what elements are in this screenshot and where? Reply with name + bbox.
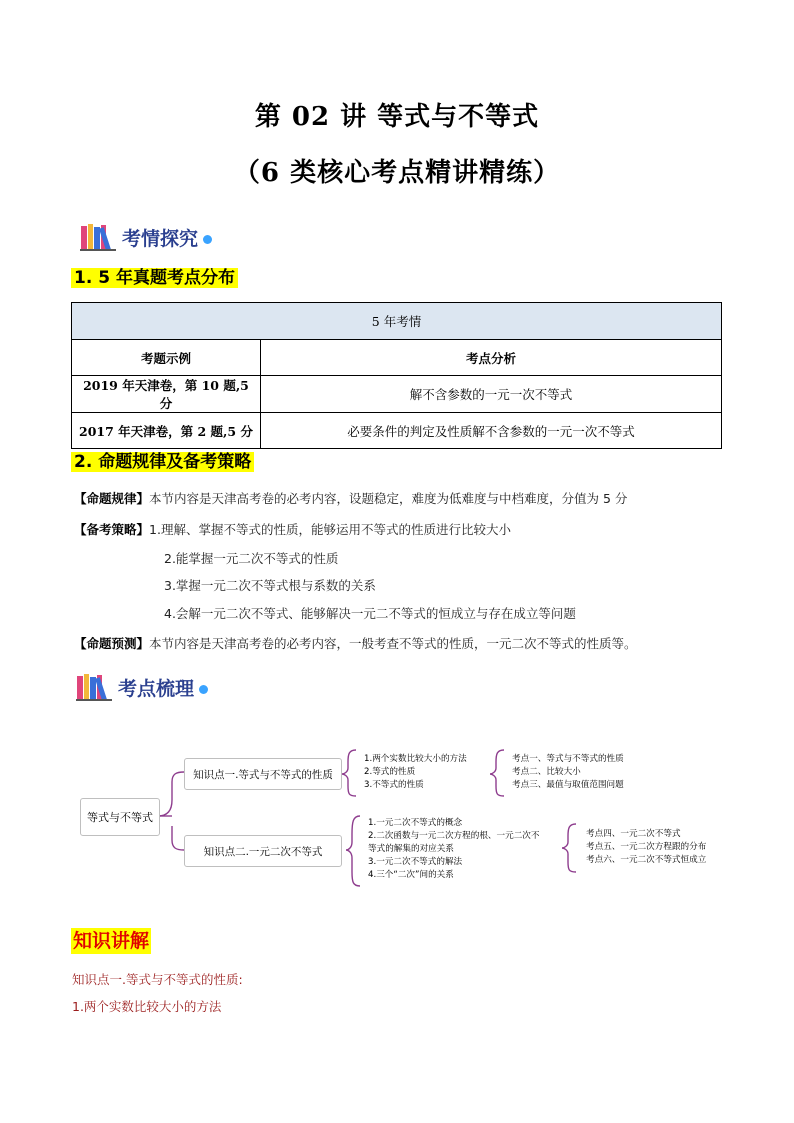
knowledge-heading: 知识讲解 (73, 930, 150, 952)
mindmap-item: 3.一元二次不等式的解法 (368, 857, 463, 867)
banner-dot (199, 685, 208, 694)
strategy-item: 1.理解、掌握不等式的性质，能够运用不等式的性质进行比较大小 (149, 522, 511, 537)
forecast-text: 本节内容是天津高考卷的必考内容，一般考查不等式的性质，一元二次不等式的性质等。 (149, 636, 637, 651)
table-header-row (72, 340, 722, 376)
strategy-tag: 【备考策略】 (74, 522, 150, 537)
mindmap-point: 考点二、比较大小 (512, 767, 581, 777)
mindmap-branch-1: 知识点一.等式与不等式的性质 (184, 758, 342, 790)
table-caption: 5 年考情 (72, 303, 722, 340)
strategy-paragraph (74, 520, 511, 538)
exam-table (71, 302, 722, 449)
knowledge-line: 知识点一.等式与不等式的性质: (72, 972, 243, 987)
knowledge-line: 1.两个实数比较大小的方法 (72, 999, 222, 1014)
rule-tag: 【命题规律】 (74, 491, 150, 506)
mindmap-point: 考点四、一元二次不等式 (586, 829, 681, 839)
mindmap-item: 2.等式的性质 (364, 767, 416, 777)
section-heading-distribution: 1. 5 年真题考点分布 (71, 266, 238, 290)
mindmap-point: 考点六、一元二次不等式恒成立 (586, 855, 707, 865)
table-cell: 2019 年天津卷，第 10 题,5 分 (72, 376, 261, 413)
strategy-item: 2.能掌握一元二次不等式的性质 (164, 551, 339, 566)
table-caption-row (72, 303, 722, 340)
section-banner-outline (76, 672, 208, 702)
rule-paragraph (74, 489, 627, 507)
rule-text: 本节内容是天津高考卷的必考内容，设题稳定，难度为低难度与中档难度，分值为 5 分 (149, 491, 628, 506)
banner-dot (203, 235, 212, 244)
books-icon (76, 672, 114, 702)
mindmap-item: 2.二次函数与一元二次方程的根、一元二次不 (368, 831, 540, 841)
table-row (72, 376, 722, 413)
mindmap-point: 考点三、最值与取值范围问题 (512, 780, 624, 790)
mindmap-item: 4.三个“二次”间的关系 (368, 870, 454, 880)
banner-title: 考点梳理 (118, 677, 195, 700)
section-heading-strategy: 2. 命题规律及备考策略 (71, 450, 254, 474)
page-title: 第 02 讲 等式与不等式 (254, 102, 540, 132)
table-row (72, 413, 722, 449)
strategy-item: 3.掌握一元二次不等式根与系数的关系 (164, 578, 376, 593)
banner-title: 考情探究 (122, 227, 199, 250)
forecast-paragraph (74, 634, 637, 652)
mindmap-item: 1.两个实数比较大小的方法 (364, 754, 467, 764)
table-cell: 2017 年天津卷，第 2 题,5 分 (72, 413, 261, 449)
table-cell: 必要条件的判定及性质解不含参数的一元一次不等式 (261, 413, 722, 449)
mindmap-branch-2: 知识点二.一元二次不等式 (184, 835, 342, 867)
mindmap-item: 1.一元二次不等式的概念 (368, 818, 463, 828)
table-header: 考题示例 (72, 340, 261, 376)
table-header: 考点分析 (261, 340, 722, 376)
table-cell: 解不含参数的一元一次不等式 (261, 376, 722, 413)
mindmap-item: 3.不等式的性质 (364, 780, 424, 790)
mindmap-point: 考点一、等式与不等式的性质 (512, 754, 624, 764)
page-subtitle: （6 类核心考点精讲精练） (233, 158, 561, 188)
mindmap-item: 等式的解集的对应关系 (368, 844, 454, 854)
strategy-item: 4.会解一元二次不等式、能够解决一元二不等式的恒成立与存在成立等问题 (164, 606, 576, 621)
forecast-tag: 【命题预测】 (74, 636, 150, 651)
section-banner-exam (80, 222, 212, 252)
mindmap-root: 等式与不等式 (80, 798, 160, 836)
books-icon (80, 222, 118, 252)
mindmap-point: 考点五、一元二次方程跟的分布 (586, 842, 707, 852)
